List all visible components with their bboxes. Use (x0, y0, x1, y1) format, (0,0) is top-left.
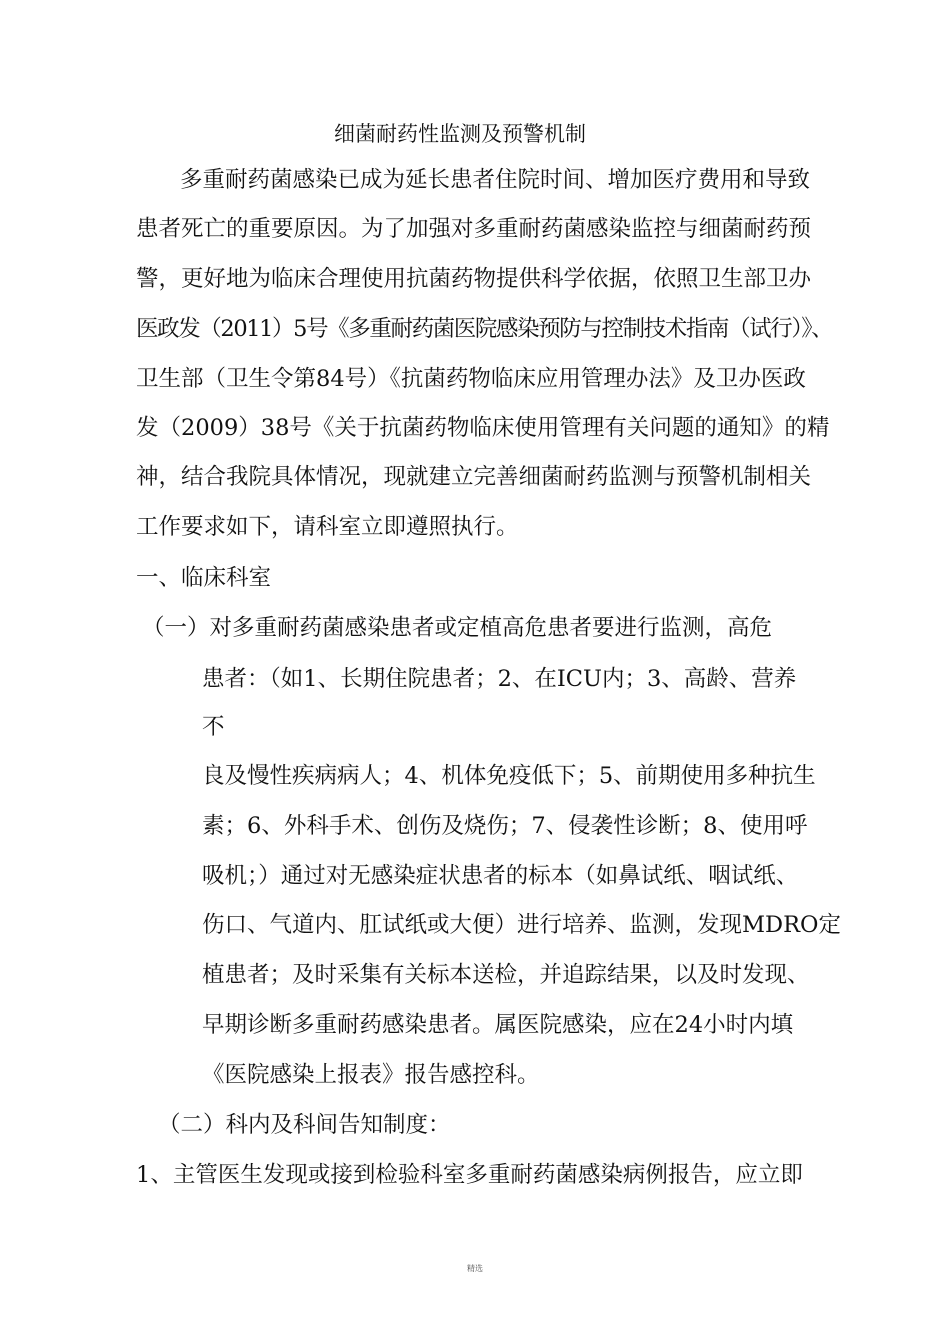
list-item-line: 不 (202, 714, 225, 740)
paragraph-line: 1、主管医生发现或接到检验科室多重耐药菌感染病例报告，应立即 (136, 1162, 803, 1188)
list-item-line: 植患者；及时采集有关标本送检，并追踪结果，以及时发现、 (202, 962, 810, 988)
paragraph-line: 医政发（2011）5号《多重耐药菌医院感染预防与控制技术指南（试行）》、 (136, 316, 833, 342)
list-item-line: 伤口、气道内、肛试纸或大便）进行培养、监测，发现MDRO定 (202, 912, 841, 938)
page-footer: 精选 (467, 1264, 483, 1273)
paragraph-line: 发（2009）38号《关于抗菌药物临床使用管理有关问题的通知》的精 (136, 415, 830, 441)
paragraph-line: 患者死亡的重要原因。为了加强对多重耐药菌感染监控与细菌耐药预 (136, 216, 812, 242)
list-item-heading: （一）对多重耐药菌感染患者或定植高危患者要进行监测，高危 (142, 615, 773, 641)
document-title: 细菌耐药性监测及预警机制 (334, 122, 586, 146)
section-heading: 一、临床科室 (136, 565, 272, 591)
list-item-line: 《医院感染上报表》报告感控科。 (202, 1062, 540, 1088)
paragraph-line: 神，结合我院具体情况，现就建立完善细菌耐药监测与预警机制相关 (136, 464, 812, 490)
paragraph-line: 多重耐药菌感染已成为延长患者住院时间、增加医疗费用和导致 (180, 167, 811, 193)
list-item-line: 早期诊断多重耐药感染患者。属医院感染，应在24小时内填 (202, 1012, 794, 1038)
paragraph-line: 警，更好地为临床合理使用抗菌药物提供科学依据，依照卫生部卫办 (136, 266, 812, 292)
list-item-line: 良及慢性疾病病人；4、机体免疫低下；5、前期使用多种抗生 (202, 763, 816, 789)
paragraph-line: 工作要求如下，请科室立即遵照执行。 (136, 514, 519, 540)
list-item-line: 患者：（如1、长期住院患者；2、在ICU内；3、高龄、营养 (202, 666, 797, 692)
list-item-line: 吸机；）通过对无感染症状患者的标本（如鼻试纸、咽试纸、 (202, 863, 799, 889)
paragraph-line: 卫生部（卫生令第84号）《抗菌药物临床应用管理办法》及卫办医政 (136, 366, 806, 392)
list-item-heading: （二）科内及科间告知制度： (158, 1112, 451, 1138)
list-item-line: 素；6、外科手术、创伤及烧伤；7、侵袭性诊断；8、使用呼 (202, 813, 808, 839)
